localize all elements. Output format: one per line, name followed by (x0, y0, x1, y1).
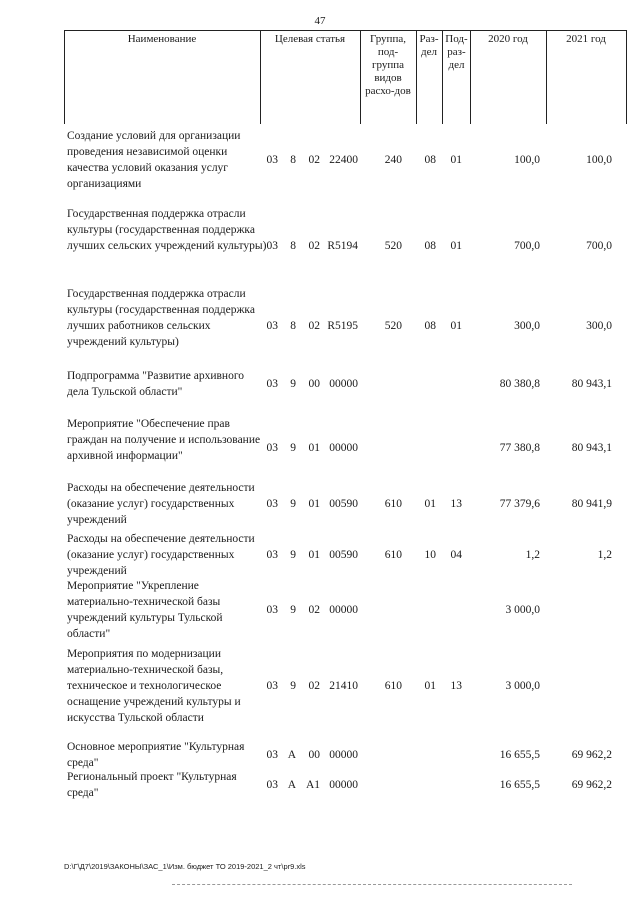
row-p4: 00590 (329, 498, 358, 510)
row-p1: 03 (266, 549, 278, 561)
row-section: 01 (424, 680, 436, 692)
row-p1: 03 (266, 240, 278, 252)
row-y2021: 700,0 (586, 240, 612, 252)
row-y2020: 300,0 (514, 320, 540, 332)
row-p2: А (287, 749, 296, 761)
page-number: 47 (314, 15, 326, 27)
row-name: Подпрограмма "Развитие архивного дела Тульской области" (67, 370, 245, 398)
row-p4: 00000 (329, 604, 358, 616)
row-p1: 03 (266, 154, 278, 166)
row-p4: 00000 (329, 779, 358, 791)
row-p4: R5194 (327, 240, 358, 252)
row-p4: R5195 (327, 320, 358, 332)
row-group: 520 (384, 320, 402, 332)
row-group: 240 (384, 154, 402, 166)
header-top-border (64, 30, 626, 31)
row-y2020: 3 000,0 (505, 604, 540, 616)
header-target: Целевая статья (274, 33, 346, 45)
row-section: 01 (424, 498, 436, 510)
row-p3: 00 (308, 749, 320, 761)
row-name: Создание условий для организации проведения независимой оценки качества условий оказания услуг организациями (67, 130, 241, 190)
row-p4: 22400 (329, 154, 358, 166)
row-subsection: 04 (450, 549, 462, 561)
row-y2021: 100,0 (586, 154, 612, 166)
row-section: 08 (424, 240, 436, 252)
row-name: Государственная поддержка отрасли культуры (государственная поддержка лучших сельских учреждений культуры) (67, 208, 267, 252)
row-group: 610 (384, 680, 402, 692)
row-name: Расходы на обеспечение деятельности (оказание услуг) государственных учреждений (67, 533, 255, 577)
row-p1: 03 (266, 604, 278, 616)
row-p3: 02 (308, 604, 320, 616)
header-group: Группа, под-группа видов расхо-дов (365, 33, 411, 97)
row-p3: 01 (308, 498, 320, 510)
row-p3: 02 (308, 680, 320, 692)
row-section: 08 (424, 154, 436, 166)
row-subsection: 01 (450, 320, 462, 332)
row-p4: 00590 (329, 549, 358, 561)
row-p2: 8 (290, 320, 296, 332)
header-2020: 2020 год (488, 33, 528, 45)
footer-divider (172, 884, 572, 885)
row-subsection: 01 (450, 240, 462, 252)
header-divider (626, 30, 627, 124)
header-name: Наименование (127, 33, 197, 45)
row-y2021: 300,0 (586, 320, 612, 332)
row-name: Региональный проект "Культурная среда" (67, 771, 237, 799)
row-y2020: 700,0 (514, 240, 540, 252)
row-p2: 9 (290, 442, 296, 454)
row-p2: 8 (290, 154, 296, 166)
row-p1: 03 (266, 779, 278, 791)
row-p2: 9 (290, 680, 296, 692)
row-p1: 03 (266, 680, 278, 692)
row-name: Мероприятие "Обеспечение прав граждан на получение и использование архивной информации" (67, 418, 261, 462)
row-p3: 00 (308, 378, 320, 390)
file-path-footer: D:\Г\Д7\2019\ЗАКОНЫ\ЗАС_1\Изм. бюджет ТО 2019-2021_2 чт\pr9.xls (64, 862, 306, 871)
row-p3: А1 (305, 779, 320, 791)
row-p2: 9 (290, 549, 296, 561)
row-p1: 03 (266, 442, 278, 454)
row-y2020: 77 380,8 (499, 442, 540, 454)
row-p1: 03 (266, 749, 278, 761)
row-p2: 8 (290, 240, 296, 252)
row-subsection: 13 (450, 498, 462, 510)
header-2021: 2021 год (566, 33, 606, 45)
row-p3: 02 (308, 154, 320, 166)
row-p2: А (287, 779, 296, 791)
row-p4: 00000 (329, 442, 358, 454)
row-p4: 21410 (329, 680, 358, 692)
row-y2020: 1,2 (525, 549, 540, 561)
row-p3: 02 (308, 320, 320, 332)
row-p1: 03 (266, 378, 278, 390)
row-p3: 01 (308, 442, 320, 454)
row-y2020: 3 000,0 (505, 680, 540, 692)
row-p3: 01 (308, 549, 320, 561)
row-p4: 00000 (329, 749, 358, 761)
row-p1: 03 (266, 498, 278, 510)
row-y2020: 16 655,5 (499, 749, 540, 761)
row-y2020: 100,0 (514, 154, 540, 166)
row-p4: 00000 (329, 378, 358, 390)
row-y2021: 69 962,2 (571, 779, 612, 791)
row-y2020: 16 655,5 (499, 779, 540, 791)
row-section: 08 (424, 320, 436, 332)
row-group: 610 (384, 498, 402, 510)
row-y2020: 80 380,8 (499, 378, 540, 390)
row-name: Мероприятия по модернизации материально-технической базы, техническое и технологическое оснащение учреждений культуры и искусства Тульской области (67, 648, 241, 724)
row-group: 610 (384, 549, 402, 561)
row-y2020: 77 379,6 (499, 498, 540, 510)
row-y2021: 80 941,9 (571, 498, 612, 510)
row-y2021: 1,2 (597, 549, 612, 561)
row-name: Расходы на обеспечение деятельности (оказание услуг) государственных учреждений (67, 482, 255, 526)
row-p2: 9 (290, 498, 296, 510)
row-p3: 02 (308, 240, 320, 252)
row-name: Основное мероприятие "Культурная среда" (67, 741, 245, 769)
row-y2021: 80 943,1 (571, 442, 612, 454)
row-p2: 9 (290, 378, 296, 390)
row-name: Мероприятие "Укрепление материально-технической базы учреждений культуры Тульской области" (67, 580, 223, 640)
header-divider (360, 30, 361, 124)
row-group: 520 (384, 240, 402, 252)
row-subsection: 13 (450, 680, 462, 692)
row-y2021: 69 962,2 (571, 749, 612, 761)
row-y2021: 80 943,1 (571, 378, 612, 390)
row-subsection: 01 (450, 154, 462, 166)
row-p1: 03 (266, 320, 278, 332)
header-section: Раз-дел (419, 33, 439, 58)
row-p2: 9 (290, 604, 296, 616)
header-subsection: Под-раз-дел (445, 33, 468, 71)
row-name: Государственная поддержка отрасли культуры (государственная поддержка лучших работников сельских учреждений культуры) (67, 288, 255, 348)
row-section: 10 (424, 549, 436, 561)
